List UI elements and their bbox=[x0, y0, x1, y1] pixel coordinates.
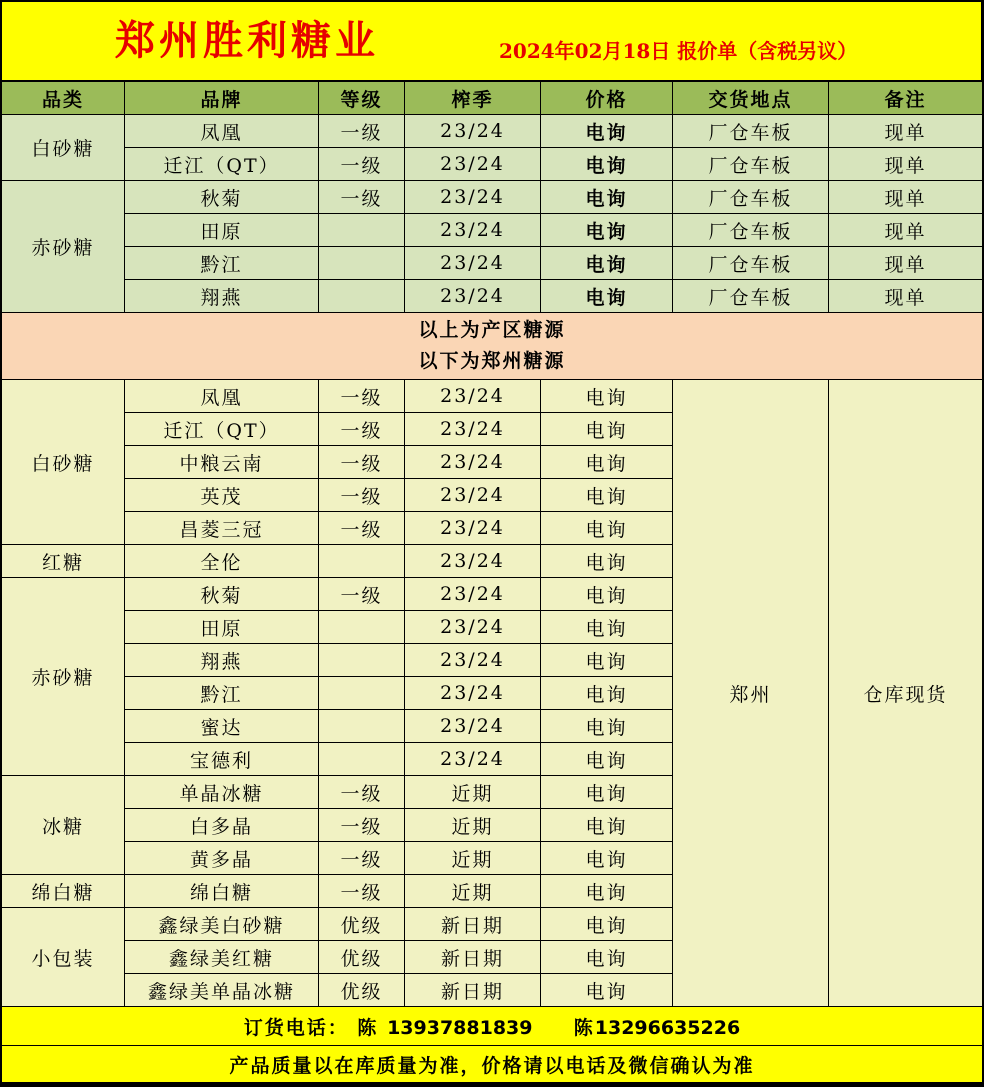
grade-cell bbox=[319, 710, 405, 743]
grade-cell: 一级 bbox=[319, 776, 405, 809]
category-cell: 白砂糖 bbox=[2, 115, 125, 181]
brand-cell: 单晶冰糖 bbox=[125, 776, 319, 809]
price-cell: 电询 bbox=[541, 214, 673, 247]
remark-cell: 现单 bbox=[829, 214, 983, 247]
delivery-cell: 厂仓车板 bbox=[673, 214, 829, 247]
season-cell: 23/24 bbox=[405, 479, 541, 512]
column-header-season: 榨季 bbox=[405, 82, 541, 115]
category-cell: 冰糖 bbox=[2, 776, 125, 875]
brand-cell: 黄多晶 bbox=[125, 842, 319, 875]
price-cell: 电询 bbox=[541, 743, 673, 776]
brand-cell: 翔燕 bbox=[125, 280, 319, 313]
grade-cell bbox=[319, 545, 405, 578]
price-cell: 电询 bbox=[541, 776, 673, 809]
price-cell: 电询 bbox=[541, 578, 673, 611]
price-cell: 电询 bbox=[541, 446, 673, 479]
brand-cell: 宝德利 bbox=[125, 743, 319, 776]
grade-cell: 一级 bbox=[319, 875, 405, 908]
notice-band bbox=[2, 313, 983, 380]
delivery-cell: 厂仓车板 bbox=[673, 280, 829, 313]
table-row bbox=[2, 148, 983, 181]
grade-cell: 一级 bbox=[319, 115, 405, 148]
price-cell: 电询 bbox=[541, 280, 673, 313]
grade-cell: 一级 bbox=[319, 842, 405, 875]
price-cell: 电询 bbox=[541, 809, 673, 842]
table-row bbox=[2, 247, 983, 280]
delivery-cell-zhengzhou: 郑州 bbox=[673, 380, 829, 1007]
brand-cell: 迁江（QT） bbox=[125, 148, 319, 181]
price-cell: 电询 bbox=[541, 644, 673, 677]
brand-cell: 白多晶 bbox=[125, 809, 319, 842]
grade-cell bbox=[319, 644, 405, 677]
season-cell: 23/24 bbox=[405, 380, 541, 413]
brand-cell: 中粮云南 bbox=[125, 446, 319, 479]
season-cell: 23/24 bbox=[405, 545, 541, 578]
brand-cell: 田原 bbox=[125, 214, 319, 247]
season-cell: 23/24 bbox=[405, 115, 541, 148]
grade-cell: 一级 bbox=[319, 148, 405, 181]
contact-name-1: 陈 bbox=[357, 1016, 379, 1039]
notice-line-zhengzhou: 以下为郑州糖源 bbox=[418, 350, 566, 372]
company-title: 郑州胜利糖业 bbox=[115, 17, 379, 64]
grade-cell: 一级 bbox=[319, 380, 405, 413]
season-cell: 23/24 bbox=[405, 611, 541, 644]
column-header-delivery: 交货地点 bbox=[673, 82, 829, 115]
season-cell: 23/24 bbox=[405, 710, 541, 743]
season-cell: 近期 bbox=[405, 875, 541, 908]
brand-cell: 绵白糖 bbox=[125, 875, 319, 908]
price-cell: 电询 bbox=[541, 611, 673, 644]
delivery-cell: 厂仓车板 bbox=[673, 181, 829, 214]
column-header-remark: 备注 bbox=[829, 82, 983, 115]
brand-cell: 全伦 bbox=[125, 545, 319, 578]
price-cell: 电询 bbox=[541, 181, 673, 214]
brand-cell: 迁江（QT） bbox=[125, 413, 319, 446]
brand-cell: 秋菊 bbox=[125, 181, 319, 214]
brand-cell: 凤凰 bbox=[125, 380, 319, 413]
brand-cell: 秋菊 bbox=[125, 578, 319, 611]
table-row bbox=[2, 214, 983, 247]
season-cell: 近期 bbox=[405, 842, 541, 875]
grade-cell bbox=[319, 214, 405, 247]
title-banner bbox=[1, 1, 982, 81]
contact-row bbox=[2, 1007, 983, 1046]
remark-cell: 现单 bbox=[829, 280, 983, 313]
grade-cell bbox=[319, 247, 405, 280]
price-cell: 电询 bbox=[541, 512, 673, 545]
quote-date-line: 2024年02月18日 报价单（含税另议） bbox=[499, 39, 858, 63]
price-cell: 电询 bbox=[541, 545, 673, 578]
column-header-grade: 等级 bbox=[319, 82, 405, 115]
season-cell: 23/24 bbox=[405, 677, 541, 710]
season-cell: 23/24 bbox=[405, 512, 541, 545]
remark-cell: 现单 bbox=[829, 148, 983, 181]
grade-cell: 一级 bbox=[319, 578, 405, 611]
remark-cell: 现单 bbox=[829, 115, 983, 148]
delivery-cell: 厂仓车板 bbox=[673, 148, 829, 181]
category-cell: 白砂糖 bbox=[2, 380, 125, 545]
notice-line-origin: 以上为产区糖源 bbox=[418, 319, 566, 341]
grade-cell: 优级 bbox=[319, 941, 405, 974]
season-cell: 新日期 bbox=[405, 941, 541, 974]
table-row bbox=[2, 181, 983, 214]
season-cell: 新日期 bbox=[405, 974, 541, 1007]
grade-cell: 一级 bbox=[319, 181, 405, 214]
grade-cell: 一级 bbox=[319, 479, 405, 512]
category-cell: 赤砂糖 bbox=[2, 578, 125, 776]
column-header-brand: 品牌 bbox=[125, 82, 319, 115]
contact-name-2: 陈 bbox=[573, 1016, 595, 1039]
season-cell: 近期 bbox=[405, 809, 541, 842]
brand-cell: 英茂 bbox=[125, 479, 319, 512]
season-cell: 23/24 bbox=[405, 446, 541, 479]
footer-note: 产品质量以在库质量为准，价格请以电话及微信确认为准 bbox=[2, 1046, 983, 1083]
delivery-cell: 厂仓车板 bbox=[673, 115, 829, 148]
notice-row bbox=[2, 313, 983, 380]
price-cell: 电询 bbox=[541, 941, 673, 974]
grade-cell bbox=[319, 677, 405, 710]
grade-cell bbox=[319, 611, 405, 644]
grade-cell: 优级 bbox=[319, 974, 405, 1007]
table-row bbox=[2, 380, 983, 413]
brand-cell: 田原 bbox=[125, 611, 319, 644]
price-cell: 电询 bbox=[541, 677, 673, 710]
price-cell: 电询 bbox=[541, 247, 673, 280]
price-cell: 电询 bbox=[541, 148, 673, 181]
grade-cell bbox=[319, 743, 405, 776]
season-cell: 23/24 bbox=[405, 413, 541, 446]
brand-cell: 蜜达 bbox=[125, 710, 319, 743]
brand-cell: 翔燕 bbox=[125, 644, 319, 677]
category-cell: 绵白糖 bbox=[2, 875, 125, 908]
price-cell: 电询 bbox=[541, 413, 673, 446]
brand-cell: 鑫绿美红糖 bbox=[125, 941, 319, 974]
season-cell: 近期 bbox=[405, 776, 541, 809]
category-cell: 赤砂糖 bbox=[2, 181, 125, 313]
season-cell: 23/24 bbox=[405, 181, 541, 214]
grade-cell: 优级 bbox=[319, 908, 405, 941]
grade-cell: 一级 bbox=[319, 446, 405, 479]
price-cell: 电询 bbox=[541, 115, 673, 148]
remark-cell-zhengzhou: 仓库现货 bbox=[829, 380, 983, 1007]
table-row bbox=[2, 280, 983, 313]
season-cell: 23/24 bbox=[405, 743, 541, 776]
price-cell: 电询 bbox=[541, 875, 673, 908]
price-cell: 电询 bbox=[541, 710, 673, 743]
contact-label: 订货电话： bbox=[243, 1016, 349, 1039]
grade-cell bbox=[319, 280, 405, 313]
season-cell: 新日期 bbox=[405, 908, 541, 941]
season-cell: 23/24 bbox=[405, 644, 541, 677]
category-cell: 红糖 bbox=[2, 545, 125, 578]
brand-cell: 鑫绿美白砂糖 bbox=[125, 908, 319, 941]
brand-cell: 凤凰 bbox=[125, 115, 319, 148]
contact-phone-2[interactable]: 13296635226 bbox=[594, 1016, 741, 1039]
brand-cell: 黔江 bbox=[125, 677, 319, 710]
brand-cell: 昌菱三冠 bbox=[125, 512, 319, 545]
remark-cell: 现单 bbox=[829, 181, 983, 214]
column-header-category: 品类 bbox=[2, 82, 125, 115]
season-cell: 23/24 bbox=[405, 214, 541, 247]
grade-cell: 一级 bbox=[319, 809, 405, 842]
season-cell: 23/24 bbox=[405, 280, 541, 313]
season-cell: 23/24 bbox=[405, 148, 541, 181]
category-cell: 小包装 bbox=[2, 908, 125, 1007]
price-cell: 电询 bbox=[541, 479, 673, 512]
price-cell: 电询 bbox=[541, 908, 673, 941]
price-table bbox=[1, 81, 983, 1083]
price-cell: 电询 bbox=[541, 974, 673, 1007]
remark-cell: 现单 bbox=[829, 247, 983, 280]
brand-cell: 鑫绿美单晶冰糖 bbox=[125, 974, 319, 1007]
price-cell: 电询 bbox=[541, 842, 673, 875]
column-header-row bbox=[2, 82, 983, 115]
table-row bbox=[2, 115, 983, 148]
footer-row bbox=[2, 1046, 983, 1083]
grade-cell: 一级 bbox=[319, 512, 405, 545]
contact-bar bbox=[2, 1007, 983, 1046]
grade-cell: 一级 bbox=[319, 413, 405, 446]
price-cell: 电询 bbox=[541, 380, 673, 413]
delivery-cell: 厂仓车板 bbox=[673, 247, 829, 280]
contact-phone-1[interactable]: 13937881839 bbox=[387, 1016, 533, 1039]
season-cell: 23/24 bbox=[405, 578, 541, 611]
brand-cell: 黔江 bbox=[125, 247, 319, 280]
season-cell: 23/24 bbox=[405, 247, 541, 280]
column-header-price: 价格 bbox=[541, 82, 673, 115]
